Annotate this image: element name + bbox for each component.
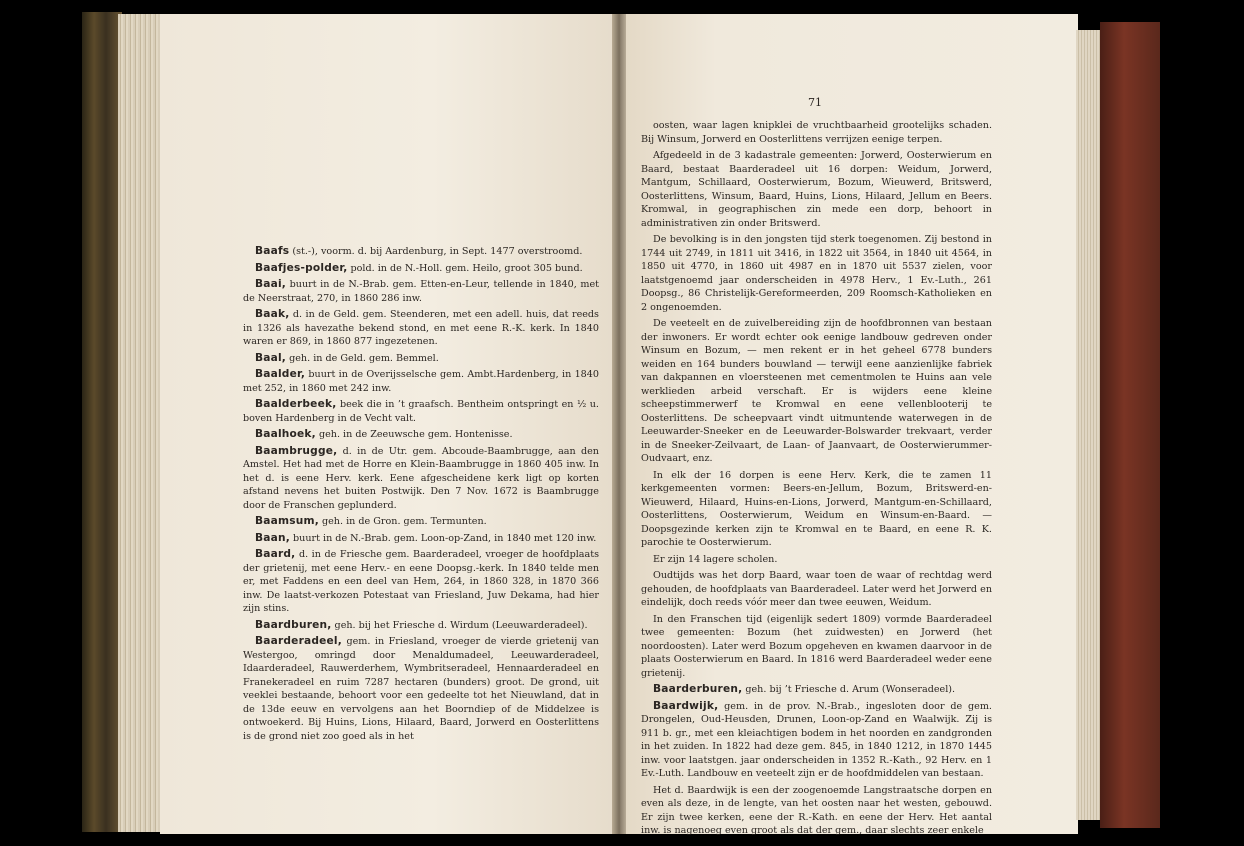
- entry-headword: Baamsum,: [255, 515, 319, 527]
- entry-headword: Baarderadeel,: [255, 635, 342, 647]
- entry-paragraph: [243, 278, 599, 305]
- entry-headword: Baafs: [255, 245, 290, 257]
- entry-paragraph: [641, 119, 992, 146]
- entry-headword: Baafjes-polder,: [255, 261, 348, 274]
- entry-text: Afgedeeld in de 3 kadastrale gemeenten: Jorwerd, Oosterwierum en Baard, bestaat Baarderadeel uit 16 dorpen: Weidum, Jorwerd, Mantgum, Schillaard, Oosterwierum, Bozum, Wieuwerd, Britswerd, Oosterlittens, Winsum, Baard, Huins, Lions, Hilaard, Jellum en Beers. Kromwal, in geographischen zin mede een dorp, behoort in administrativen zin onder Britswerd.: [641, 150, 992, 229]
- entry-text: oosten, waar lagen knipklei de vruchtbaarheid grootelijks schaden. Bij Winsum, Jorwerd en Oosterlittens verrijzen eenige terpen.: [641, 120, 992, 145]
- entry-text: geh. in de Gron. gem. Termunten.: [321, 516, 487, 527]
- entry-text: d. in de Friesche gem. Baarderadeel, vroeger de hoofdplaats der grietenij, met eene Herv.- en eene Doopsg.-kerk. In 1840 telde men er, met Faddens en een deel van Hem, 264, in 1860 328, in 1870 366 inw. De laatst-verkozen Potestaat van Friesland, Juw Dekama, had hier zijn stins.: [243, 549, 599, 614]
- entry-headword: Baardwijk,: [653, 699, 719, 712]
- entry-headword: Baak,: [255, 308, 290, 320]
- right-page-text: [641, 119, 992, 841]
- book-spine-left: [82, 12, 122, 832]
- entry-paragraph: [243, 308, 599, 349]
- entry-text: pold. in de N.-Holl. gem. Heilo, groot 305 bund.: [350, 262, 583, 274]
- entry-text: geh. bij het Friesche d. Wirdum (Leeuwarderadeel).: [334, 619, 588, 631]
- entry-text: buurt in de N.-Brab. gem. Loon-op-Zand, in 1840 met 120 inw.: [293, 532, 597, 544]
- entry-text: Er zijn 14 lagere scholen.: [653, 553, 778, 565]
- entry-paragraph: [243, 445, 599, 513]
- entry-paragraph: [641, 613, 992, 681]
- entry-text: gem. in de prov. N.-Brab., ingesloten door de gem. Drongelen, Oud-Heusden, Drunen, Loon-op-Zand en Waalwijk. Zij is 911 b. gr., met een kleiachtigen bodem in het noorden en zandgronden in het zuiden. In 1822 had deze gem. 845, in 1840 1212, in 1870 1445 inw. voor laatstgen. jaar onderscheiden in 1352 R.-Kath., 92 Herv. en 1 Ev.-Luth. Landbouw en veeteelt zijn er de hoofdmiddelen van bestaan.: [641, 700, 992, 779]
- entry-headword: Baambrugge,: [255, 444, 338, 457]
- entry-paragraph: [641, 569, 992, 610]
- entry-paragraph: [641, 784, 992, 838]
- entry-text: Oudtijds was het dorp Baard, waar toen de waar of rechtdag werd gehouden, de hoofdplaats van Baarderadeel. Later werd het Jorwerd en eindelijk, doch reeds vóór meer dan twee eeuwen, Weidum.: [641, 570, 992, 608]
- entry-headword: Baalhoek,: [255, 428, 316, 440]
- left-page-text: [243, 245, 599, 746]
- page-number: 71: [808, 96, 822, 109]
- entry-paragraph: [243, 245, 599, 259]
- entry-paragraph: [243, 262, 599, 276]
- entry-text: geh. bij ’t Friesche d. Arum (Wonseradeel).: [745, 684, 956, 695]
- entry-headword: Baard,: [255, 548, 296, 560]
- entry-paragraph: [243, 368, 599, 395]
- entry-text: Het d. Baardwijk is een der zoogenoemde Langstraatsche dorpen en even als deze, in de lengte, van het oosten naar het westen, gebouwd. Er zijn twee kerken, eene der R.-Kath. en eene der Herv. Het aantal inw. is nagenoeg even groot als dat der gem., daar slechts zeer enkele: [641, 784, 992, 836]
- entry-paragraph: [641, 553, 992, 567]
- entry-paragraph: [243, 635, 599, 743]
- entry-headword: Baai,: [255, 278, 287, 290]
- entry-text: In den Franschen tijd (eigenlijk sedert 1809) vormde Baarderadeel twee gemeenten: Bozum (het zuidwesten) en Jorwerd (het noordoosten). Later werd Bozum opgeheven en kwamen daarvoor in de plaats Oosterwierum en Baard. In 1816 werd Baarderadeel weder eene grietenij.: [641, 613, 992, 679]
- entry-text: buurt in de N.-Brab. gem. Etten-en-Leur, tellende in 1840, met de Neerstraat, 270, in 1860 286 inw.: [243, 279, 599, 304]
- entry-paragraph: [641, 683, 992, 697]
- entry-paragraph: [243, 532, 599, 546]
- entry-text: gem. in Friesland, vroeger de vierde grietenij van Westergoo, omringd door Menaldumadeel, Leeuwarderadeel, Idaarderadeel, Rauwerderhem, Wymbritseradeel, Hennaarderadeel en Franekeradeel en ruim 7287 hectaren (bunders) groot. De grond, uit veeklei bestaande, behoort voor een gedeelte tot het Nieuwland, dat in de 13de eeuw en vervolgens aan het Boorndiep of de Middelzee is ontwoekerd. Bij Huins, Lions, Hilaard, Baard, Jorwerd en Oosterlittens is de grond niet zoo goed als in het: [243, 636, 599, 742]
- entry-paragraph: [243, 619, 599, 633]
- entry-text: (st.-), voorm. d. bij Aardenburg, in Sept. 1477 overstroomd.: [292, 246, 583, 257]
- entry-text: d. in de Utr. gem. Abcoude-Baambrugge, aan den Amstel. Het had met de Horre en Klein-Baambrugge in 1860 405 inw. In het d. is eene Herv. kerk. Eene afgescheidene kerk ligt op korten afstand nevens het buiten Postwijk. Den 7 Nov. 1672 is Baambrugge door de Franschen geplunderd.: [243, 445, 599, 511]
- entry-paragraph: [641, 149, 992, 230]
- entry-paragraph: [641, 317, 992, 466]
- book-cover-right: [1100, 22, 1160, 828]
- page-edges-left: [118, 14, 162, 832]
- entry-paragraph: [243, 548, 599, 616]
- entry-text: geh. in de Zeeuwsche gem. Hontenisse.: [318, 429, 513, 440]
- entry-paragraph: [243, 398, 599, 425]
- entry-paragraph: [243, 428, 599, 442]
- entry-paragraph: [641, 233, 992, 314]
- entry-paragraph: [641, 700, 992, 781]
- entry-text: beek die in ’t graafsch. Bentheim ontspringt en ½ u. boven Hardenberg in de Vecht valt.: [243, 399, 599, 424]
- entry-paragraph: [243, 515, 599, 529]
- entry-text: d. in de Geld. gem. Steenderen, met een adell. huis, dat reeds in 1326 als havezathe bekend stond, en met eene R.-K. kerk. In 1840 waren er 869, in 1860 877 ingezetenen.: [243, 309, 599, 347]
- entry-paragraph: [243, 352, 599, 366]
- entry-text: geh. in de Geld. gem. Bemmel.: [289, 352, 439, 364]
- entry-headword: Baalderbeek,: [255, 398, 337, 410]
- entry-text: In elk der 16 dorpen is eene Herv. Kerk, die te zamen 11 kerkgemeenten vormen: Beers-en-Jellum, Bozum, Britswerd-en-Wieuwerd, Hilaard, Huins-en-Lions, Jorwerd, Mantgum-en-Schillaard, Oosterlittens, Oosterwierum, Weidum en Winsum-en-Baard. — Doopsgezinde kerken zijn te Kromwal en te Baard, en eene R. K. parochie te Oosterwierum.: [641, 469, 992, 548]
- entry-text: De bevolking is in den jongsten tijd sterk toegenomen. Zij bestond in 1744 uit 2749, in 1811 uit 3416, in 1822 uit 3564, in 1840 uit 4564, in 1850 uit 4770, in 1860 uit 4987 en in 1870 uit 5537 zielen, voor laatstgenoemd jaar onderscheiden in 4978 Herv., 1 Ev.-Luth., 261 Doopsg., 86 Christelijk-Gereformeerden, 209 Roomsch-Katholieken en 2 ongenoemden.: [641, 234, 992, 313]
- entry-headword: Baan,: [255, 531, 290, 544]
- entry-headword: Baarderburen,: [653, 683, 743, 695]
- entry-paragraph: [641, 469, 992, 550]
- entry-text: De veeteelt en de zuivelbereiding zijn de hoofdbronnen van bestaan der inwoners. Er wordt echter ook eenige landbouw gedreven onder Winsum en Bozum, — men rekent er in het geheel 6778 bunders weiden en 164 bunders bouwland — terwijl eene aanzienlijke fabriek van dakpannen en vloersteenen met cementmolen te Huins aan vele werklieden arbeid verschaft. Er is wijders eene kleine scheepstimmerwerf te Kromwal en eene vellenblooterij te Oosterlittens. De scheepvaart vindt uitmuntende waterwegen in de Leeuwarder-Sneeker en de Leeuwarder-Bolswarder trekvaart, verder in de Sneeker-Zeilvaart, de Laan- of Jaanvaart, de Oosterwierummer-Oudvaart, enz.: [641, 318, 992, 464]
- entry-headword: Baardburen,: [255, 618, 332, 631]
- entry-headword: Baal,: [255, 351, 287, 364]
- entry-headword: Baalder,: [255, 368, 306, 380]
- entry-text: buurt in de Overijsselsche gem. Ambt.Hardenberg, in 1840 met 252, in 1860 met 242 inw.: [243, 369, 599, 394]
